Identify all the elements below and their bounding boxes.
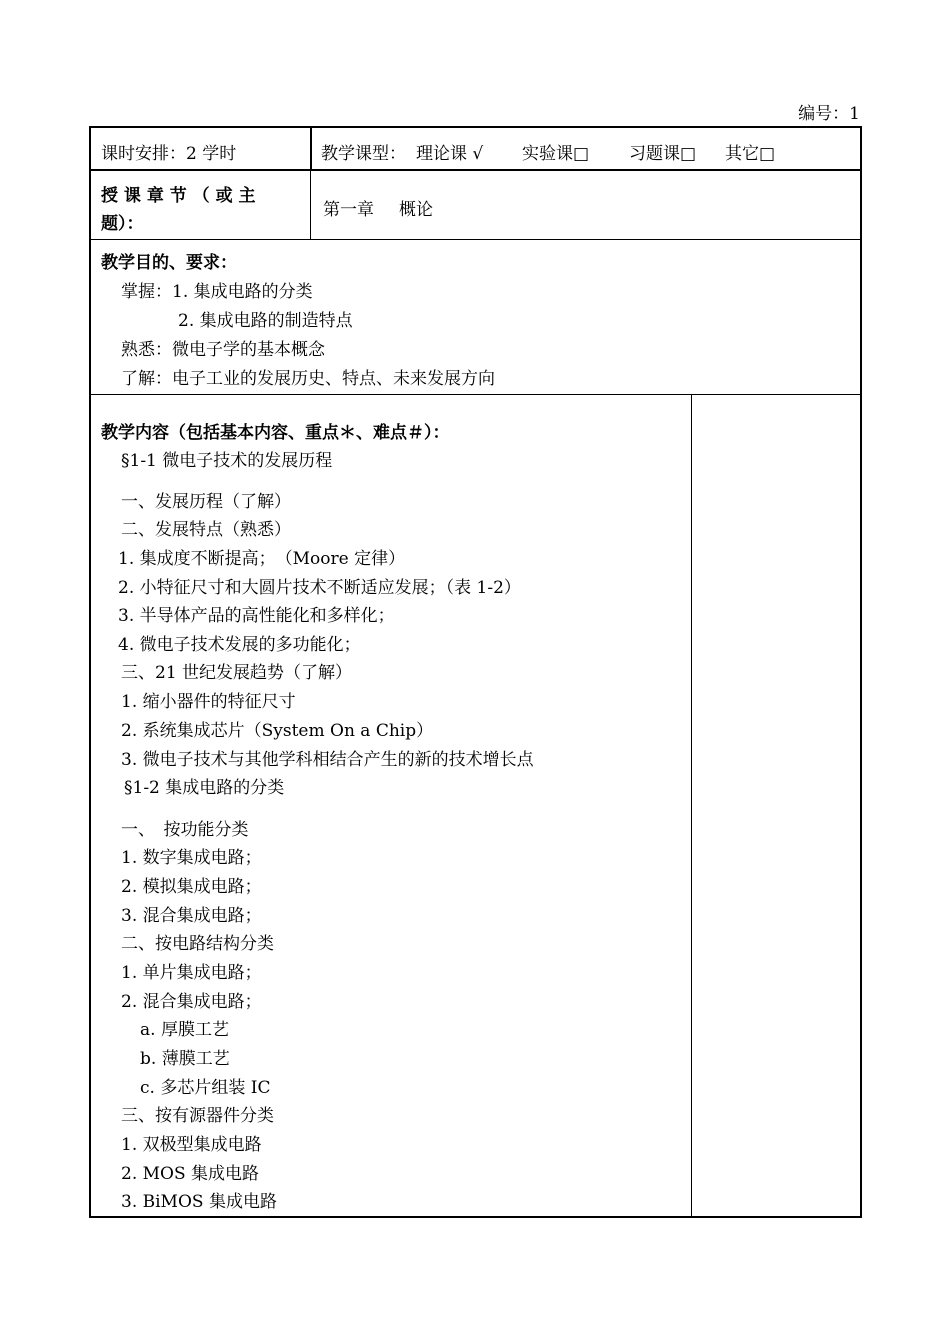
- content-line: 2. 混合集成电路；: [121, 992, 262, 1012]
- content-line: 二、发展特点（熟悉）: [121, 520, 291, 540]
- content-line: 4. 微电子技术发展的多功能化；: [118, 635, 361, 655]
- course-type-exercise: 习题课□: [629, 144, 697, 164]
- chapter-row: [91, 171, 860, 240]
- objective-line: 熟悉：微电子学的基本概念: [121, 340, 325, 360]
- content-line: 三、21 世纪发展趋势（了解）: [121, 663, 353, 683]
- objectives-section: [91, 240, 860, 395]
- content-line: 3. 混合集成电路；: [121, 906, 262, 926]
- content-line: 1. 缩小器件的特征尺寸: [121, 692, 296, 712]
- content-line: 3. 半导体产品的高性能化和多样化；: [118, 606, 395, 626]
- content-line: 2. 系统集成芯片（System On a Chip）: [121, 721, 434, 741]
- schedule-row: [91, 128, 860, 171]
- chapter-topic: 概论: [399, 200, 433, 220]
- content-heading: 教学内容（包括基本内容、重点＊、难点＃）：: [101, 423, 450, 443]
- section-heading: §1-2 集成电路的分类: [124, 778, 285, 798]
- chapter-number: 第一章: [323, 200, 374, 220]
- content-line: 二、按电路结构分类: [121, 934, 274, 954]
- chapter-label-line1: 授 课 章 节 （ 或 主: [101, 186, 256, 206]
- content-line: c. 多芯片组装 IC: [140, 1078, 271, 1098]
- objective-line: 了解：电子工业的发展历史、特点、未来发展方向: [121, 369, 495, 389]
- chapter-label-line2: 题）：: [101, 214, 144, 234]
- content-line: a. 厚膜工艺: [140, 1020, 229, 1040]
- class-hours: 课时安排：2 学时: [101, 144, 237, 164]
- content-line: 1. 集成度不断提高； （Moore 定律）: [118, 549, 406, 569]
- course-type-other: 其它□: [725, 144, 776, 164]
- course-type-experiment: 实验课□: [522, 144, 590, 164]
- column-divider: [310, 128, 312, 169]
- objective-line: 掌握：1. 集成电路的分类: [121, 282, 313, 302]
- content-line: 1. 数字集成电路；: [121, 848, 262, 868]
- content-line: 一、发展历程（了解）: [121, 492, 291, 512]
- objectives-heading: 教学目的、要求：: [101, 253, 237, 273]
- content-line: 三、按有源器件分类: [121, 1106, 274, 1126]
- document-number: 编号：1: [798, 104, 860, 124]
- content-line: 一、 按功能分类: [121, 820, 249, 840]
- content-line: 3. BiMOS 集成电路: [121, 1192, 277, 1212]
- lesson-plan-table: [89, 126, 862, 1218]
- content-line: 1. 双极型集成电路: [121, 1135, 262, 1155]
- content-line: 2. MOS 集成电路: [121, 1164, 260, 1184]
- content-line: b. 薄膜工艺: [140, 1049, 230, 1069]
- notes-column-divider: [691, 395, 692, 1216]
- content-line: 2. 小特征尺寸和大圆片技术不断适应发展；（表 1-2）: [118, 578, 521, 598]
- course-type-theory: 理论课 √: [416, 144, 484, 164]
- section-heading: §1-1 微电子技术的发展历程: [121, 451, 333, 471]
- column-divider: [310, 171, 311, 239]
- content-section: [91, 395, 860, 1216]
- content-line: 2. 模拟集成电路；: [121, 877, 262, 897]
- objective-line: 2. 集成电路的制造特点: [178, 311, 353, 331]
- course-type-label: 教学课型：: [321, 144, 406, 164]
- content-line: 1. 单片集成电路；: [121, 963, 262, 983]
- content-line: 3. 微电子技术与其他学科相结合产生的新的技术增长点: [121, 750, 534, 770]
